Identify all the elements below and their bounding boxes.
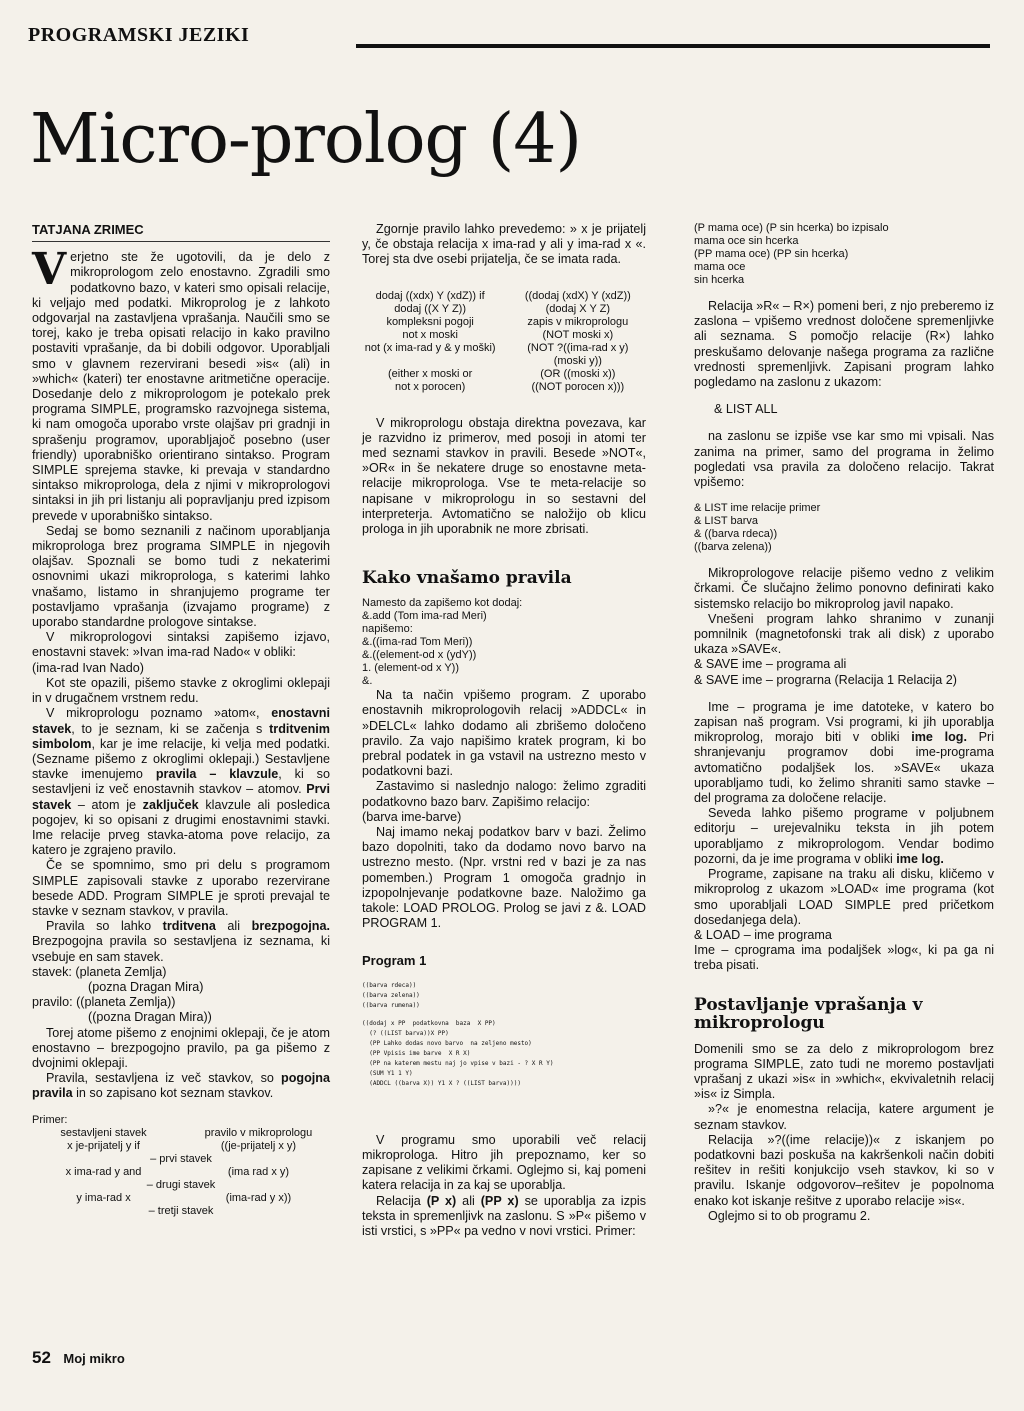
magazine-name: Moj mikro: [63, 1351, 125, 1366]
paragraph: Sedaj se bomo seznanili z načinom uporabljanja mikroprologa brez programa SIMPLE in njegovih olajšav. Spoznali se bomo tudi z nekaterimi osnovnimi ukazi mikroprologa, s katerimi lahko vnašamo, listamo in shranjujemo programe ter postavljamo vprašanja (izvajamo programe) z uporabo standardne prologove sintakse.: [32, 523, 330, 630]
section-title: PROGRAMSKI JEZIKI: [28, 24, 250, 46]
code-line: (barva ime-barve): [362, 809, 462, 824]
paragraph: V mikroprologovi sintaksi zapišemo izjavo, enostavni stavek: »Ivan ima-rad Nado« v obliki:: [32, 630, 330, 660]
paragraph: Relacija »R« – R×) pomeni beri, z njo preberemo iz zaslona – vpišemo vrednost določene spremenljivke ali seznama. S pomočjo relacije (R×) lahko preskušamo delovanje našega programa za različne vrednosti spremenljivk. Zapisani program lahko pogledamo na zaslonu z ukazom:: [694, 299, 994, 390]
paragraph: Mikroprologove relacije pišemo vedno z velikim črkami. Če slučajno želimo ponovno definirati kako sistemsko relacijo bo mikroprolog javil napako.: [694, 566, 994, 611]
command-line: & SAVE ime – prograrna (Relacija 1 Relacija 2): [694, 672, 957, 687]
header-rule: [356, 44, 990, 48]
paragraph: na zaslonu se izpiše vse kar smo mi vpisali. Nas zanima na primer, samo del programa in želimo pogledati vsa pravila za določeno relacijo. Takrat vpišemo:: [694, 429, 994, 490]
code-line: (ima-rad Ivan Nado): [32, 660, 144, 675]
paragraph: V mikroprologu poznamo »atom«, enostavni stavek, to je seznam, ki se začenja s trditvenim simbolom, kar je ime relacije, ki velja med podatki. (Sezname pišemo z okroglimi oklepaji.) Sestavljene stavke imenujemo pravila – klavzule, ki so sestavljeni iz več enostavnih stavkov – atomov. Prvi stavek – atom je zaključek klavzule ali posledica pogojev, ki so opisani z drugimi enostavnimi stavki. Ime relacije prveg stavka-atoma pove relacijo, za katero je zgrajeno pravilo.: [32, 706, 330, 858]
paragraph: Če se spomnimo, smo pri delu s programom SIMPLE zapisovali stavke z uporabo rezervirane besede ADD. Program SIMPLE je sproti prevajal te stavke v seznam stavkov, v pravila.: [32, 858, 330, 918]
paragraph: Ime – programa je ime datoteke, v katero bo zapisan naš program. Vsi programi, ki jih uporablja mikroprolog, morajo biti v obliki ime log. Pri shranjevanju programov dobi ime-programa avtomatično podaljšek los. »SAVE« ukaza uporabljamo tudi, ko želimo shraniti samo stavke – del programa za določene relacije.: [694, 699, 995, 806]
column-3: [694, 222, 994, 1224]
paragraph: Relacija »?((ime relacije))« z iskanjem po podatkovni bazi poskuša na kakršenkoli način dobiti rešitev in rešiti konjukcijo vseh stavkov, ki so v pravilu. Iskanje odgovorov–rešitev je popolnoma enako kot iskanje rešitve z uporabo relacije »is«.: [694, 1132, 994, 1208]
paragraph: Domenili smo se za delo z mikroprologom brez programa SIMPLE, zato tudi ne moremo postavljati vprašanj z ukazi »is« in »which«, ekvivaletnih relacij »is« iz Simpla.: [694, 1041, 994, 1102]
section-header: [28, 22, 990, 56]
paragraph: Relacija (P x) ali (PP x) se uporablja za izpis teksta in spremenljivk na zaslonu. S »P« pišemo v isti vrstici, s »PP« pa vedno v novi vrstici. Primer:: [362, 1193, 646, 1238]
example-table: Primer: sestavljeni stavek pravilo v mikroprologu x je-prijatelj y if ((je-prijatelj x y) – prvi stavek x ima-rad y and (ima rad x y) – drugi stavek y ima-rad x (ima-rad y x)) – tretji stavek: [32, 1113, 313, 1217]
program-listing: ((barva rdeca)) ((barva zelena)) ((barva rumena)): [362, 981, 420, 1009]
command-line: & SAVE ime – programa ali: [694, 657, 847, 672]
paragraph: Pravila so lahko trditvena ali brezpogojna. Brezpogojna pravila so sestavljena iz seznama, ki vsebuje en sam stavek.: [32, 919, 330, 964]
paragraph: Zgornje pravilo lahko prevedemo: » x je prijatelj y, če obstaja relacija x ima-rad y ali y ima-rad x «. Torej sta dve osebi prijatelja, če se imata rada.: [362, 222, 646, 267]
translation-table: dodaj ((xdx) Y (xdZ)) if dodaj ((X Y Z)) kompleksni pogoji not x moski not (x ima-rad y & y moški) (either x moski or not x porocen) ((dodaj (xdX) Y (xdZ)) (dodaj X Y Z) zapis v mikroprologu (NOT moski x) (NOT ?((ima-rad x y) (moski y)) (OR ((moski x)) ((NOT porocen x))): [364, 289, 631, 393]
paragraph: Torej atome pišemo z enojnimi oklepaji, če je atom enostavno – brezpogojno pravilo, pa ga pišemo z dvojnimi oklepaji.: [32, 1025, 330, 1070]
paragraph: Zastavimo si naslednjo nalogo: želimo zgraditi podatkovno bazo barv. Zapišimo relacijo:: [362, 779, 646, 809]
paragraph: Naj imamo nekaj podatkov barv v bazi. Želimo bazo dopolniti, tako da dodamo novo barvo na ustrezno mesto. (Npr. vrstni red v bazi je za nas pomemben.) Program 1 omogoča gradnjo in izpopolnjevanje podatkovne baze. Naložimo ga takole: LOAD PROLOG. Prolog se javi z &. LOAD PROGRAM 1.: [362, 825, 646, 931]
paragraph: Verjetno ste že ugotovili, da je delo z mikroprologom zelo enostavno. Zgradili smo podatkovno bazo, v kateri smo opisali relacije, ki veljajo med podatki. Mikroprolog je z lahkoto odgovarjal na zastavljena vprašanja. Naučili smo se torej, kako je treba opisati relacijo in kako pravilno postaviti vprašanje, da bi dobili odgovor. Uporabljali smo v glavnem rezervirani besedi »is« (ali) in »which« (kateri) ter enostavne aritmetične operacije. Dosedanje delo z mikroprologom je potekalo prek programa SIMPLE, programsko razvojnega sistema, ki nam omogoča uporabo vrste olajšav pri gradnji in sprašenju programov, uporabljajoč posebno (user friendly) uporabniško orientirano sintakso. Program SIMPLE sprejema stavke, ki prevaja v standardno sintakso mikroprologa, dela z njimi v mikroprologovi sintaksi in jih pri listanju ali popravljanju pred izpisom prevede v uporabniško sintakso.: [32, 244, 330, 523]
page-footer: [32, 1348, 125, 1368]
paragraph: Programe, zapisane na traku ali disku, kličemo v mikroprolog z ukazom »LOAD« ime programa (kot smo uporabljali LOAD SIMPLE pred pričetkom dosedanjega dela).: [694, 867, 994, 927]
drop-cap: V: [32, 244, 67, 296]
example-block: & LIST ime relacije primer & LIST barva & ((barva rdeca)) ((barva zelena)): [694, 502, 821, 554]
column-2: [362, 222, 646, 1239]
example-block: (P mama oce) (P sin hcerka) bo izpisalo mama oce sin hcerka (PP mama oce) (PP sin hcerka) mama oce sin hcerka: [694, 222, 889, 286]
example-block: stavek: (planeta Zemlja) (pozna Dragan Mira) pravilo: ((planeta Zemlja)) ((pozna Dragan Mira)): [32, 964, 212, 1025]
article-title: Micro-prolog (4): [30, 100, 582, 179]
paragraph: Vnešeni program lahko shranimo v zunanji pomnilnik (magnetofonski trak ali disk) z uporabo ukaza »SAVE«.: [694, 611, 994, 657]
paragraph: Pravila, sestavljena iz več stavkov, so pogojna pravila in so zapisano kot seznam stavkov.: [32, 1071, 330, 1101]
program-listing: ((dodaj x PP podatkovna baza X PP) (? ((LIST barva))X PP) (PP Lahko dodas novo barvo na zeljeno mesto) (PP Vpisis ime barve X R X) (PP na katerem mestu naj jo vpise v bazi - ? X R Y) (SUM Y1 1 Y) (ADDCL ((barva X)) Y1 X ? ((LIST barva)))): [362, 1019, 554, 1087]
command-line: & LOAD – ime programa: [694, 927, 832, 942]
section-heading: Postavljanje vprašanja v mikroprologu: [694, 994, 923, 1033]
author: TATJANA ZRIMEC: [32, 222, 330, 242]
paragraph: Ime – cprograma ima podaljšek »log«, ki pa ga ni treba pisati.: [694, 943, 994, 973]
paragraph: V programu smo uporabili več relacij mikroprologa. Hitro jih prepoznamo, ker so zapisane z velikimi črkami. Oglejmo si, kaj pomeni katera relacija in za kaj se uporablja.: [362, 1132, 646, 1193]
paragraph: Kot ste opazili, pišemo stavke z okroglimi oklepaji in v drugačnem vrstnem redu.: [32, 675, 330, 706]
page-number: 52: [32, 1348, 51, 1367]
command-line: & LIST ALL: [714, 402, 778, 417]
paragraph: »?« je enomestna relacija, katere argument je seznam stavkov.: [694, 1102, 994, 1132]
paragraph: V mikroprologu obstaja direktna povezava, kar je razvidno iz primerov, med posoji in atomi ter med seznami stavkov in pravili. Besede »NOT«, »OR« in še nekatere druge so enostavne meta-relacije mikroprologa. Vse te meta-relacije so napisane v mikroprologu in so sestavni del interpreterja. Avtomatično se naložijo ob klicu prologa in jih uporabnik ne more zbrisati.: [362, 415, 646, 537]
section-heading: Kako vnašamo pravila: [362, 568, 572, 589]
column-1: [32, 222, 330, 1218]
paragraph: Na ta način vpišemo program. Z uporabo enostavnih mikroprologovih relacij »ADDCL« in »DELCL« lahko dodamo ali zbrišemo določeno pravilo. Za vajo napišimo kratek program, ki bo prebral podatek in ga vstavil na ustrezno mesto v podatkovni bazi.: [362, 688, 646, 779]
example-block: Namesto da zapišemo kot dodaj: &.add (Tom ima-rad Meri) napišemo: &.((ima-rad Tom Meri)) &.((element-od x (ydY)) 1. (element-od x Y)) &.: [362, 597, 523, 688]
paragraph: Oglejmo si to ob programu 2.: [708, 1208, 871, 1223]
paragraph: Seveda lahko pišemo programe v poljubnem editorju – urejevalniku teksta in jih potem uporabljamo z mikroprologom. Vendar bodimo pozorni, da je ime programa v obliki ime log.: [694, 806, 994, 866]
program-title: Program 1: [362, 953, 427, 969]
